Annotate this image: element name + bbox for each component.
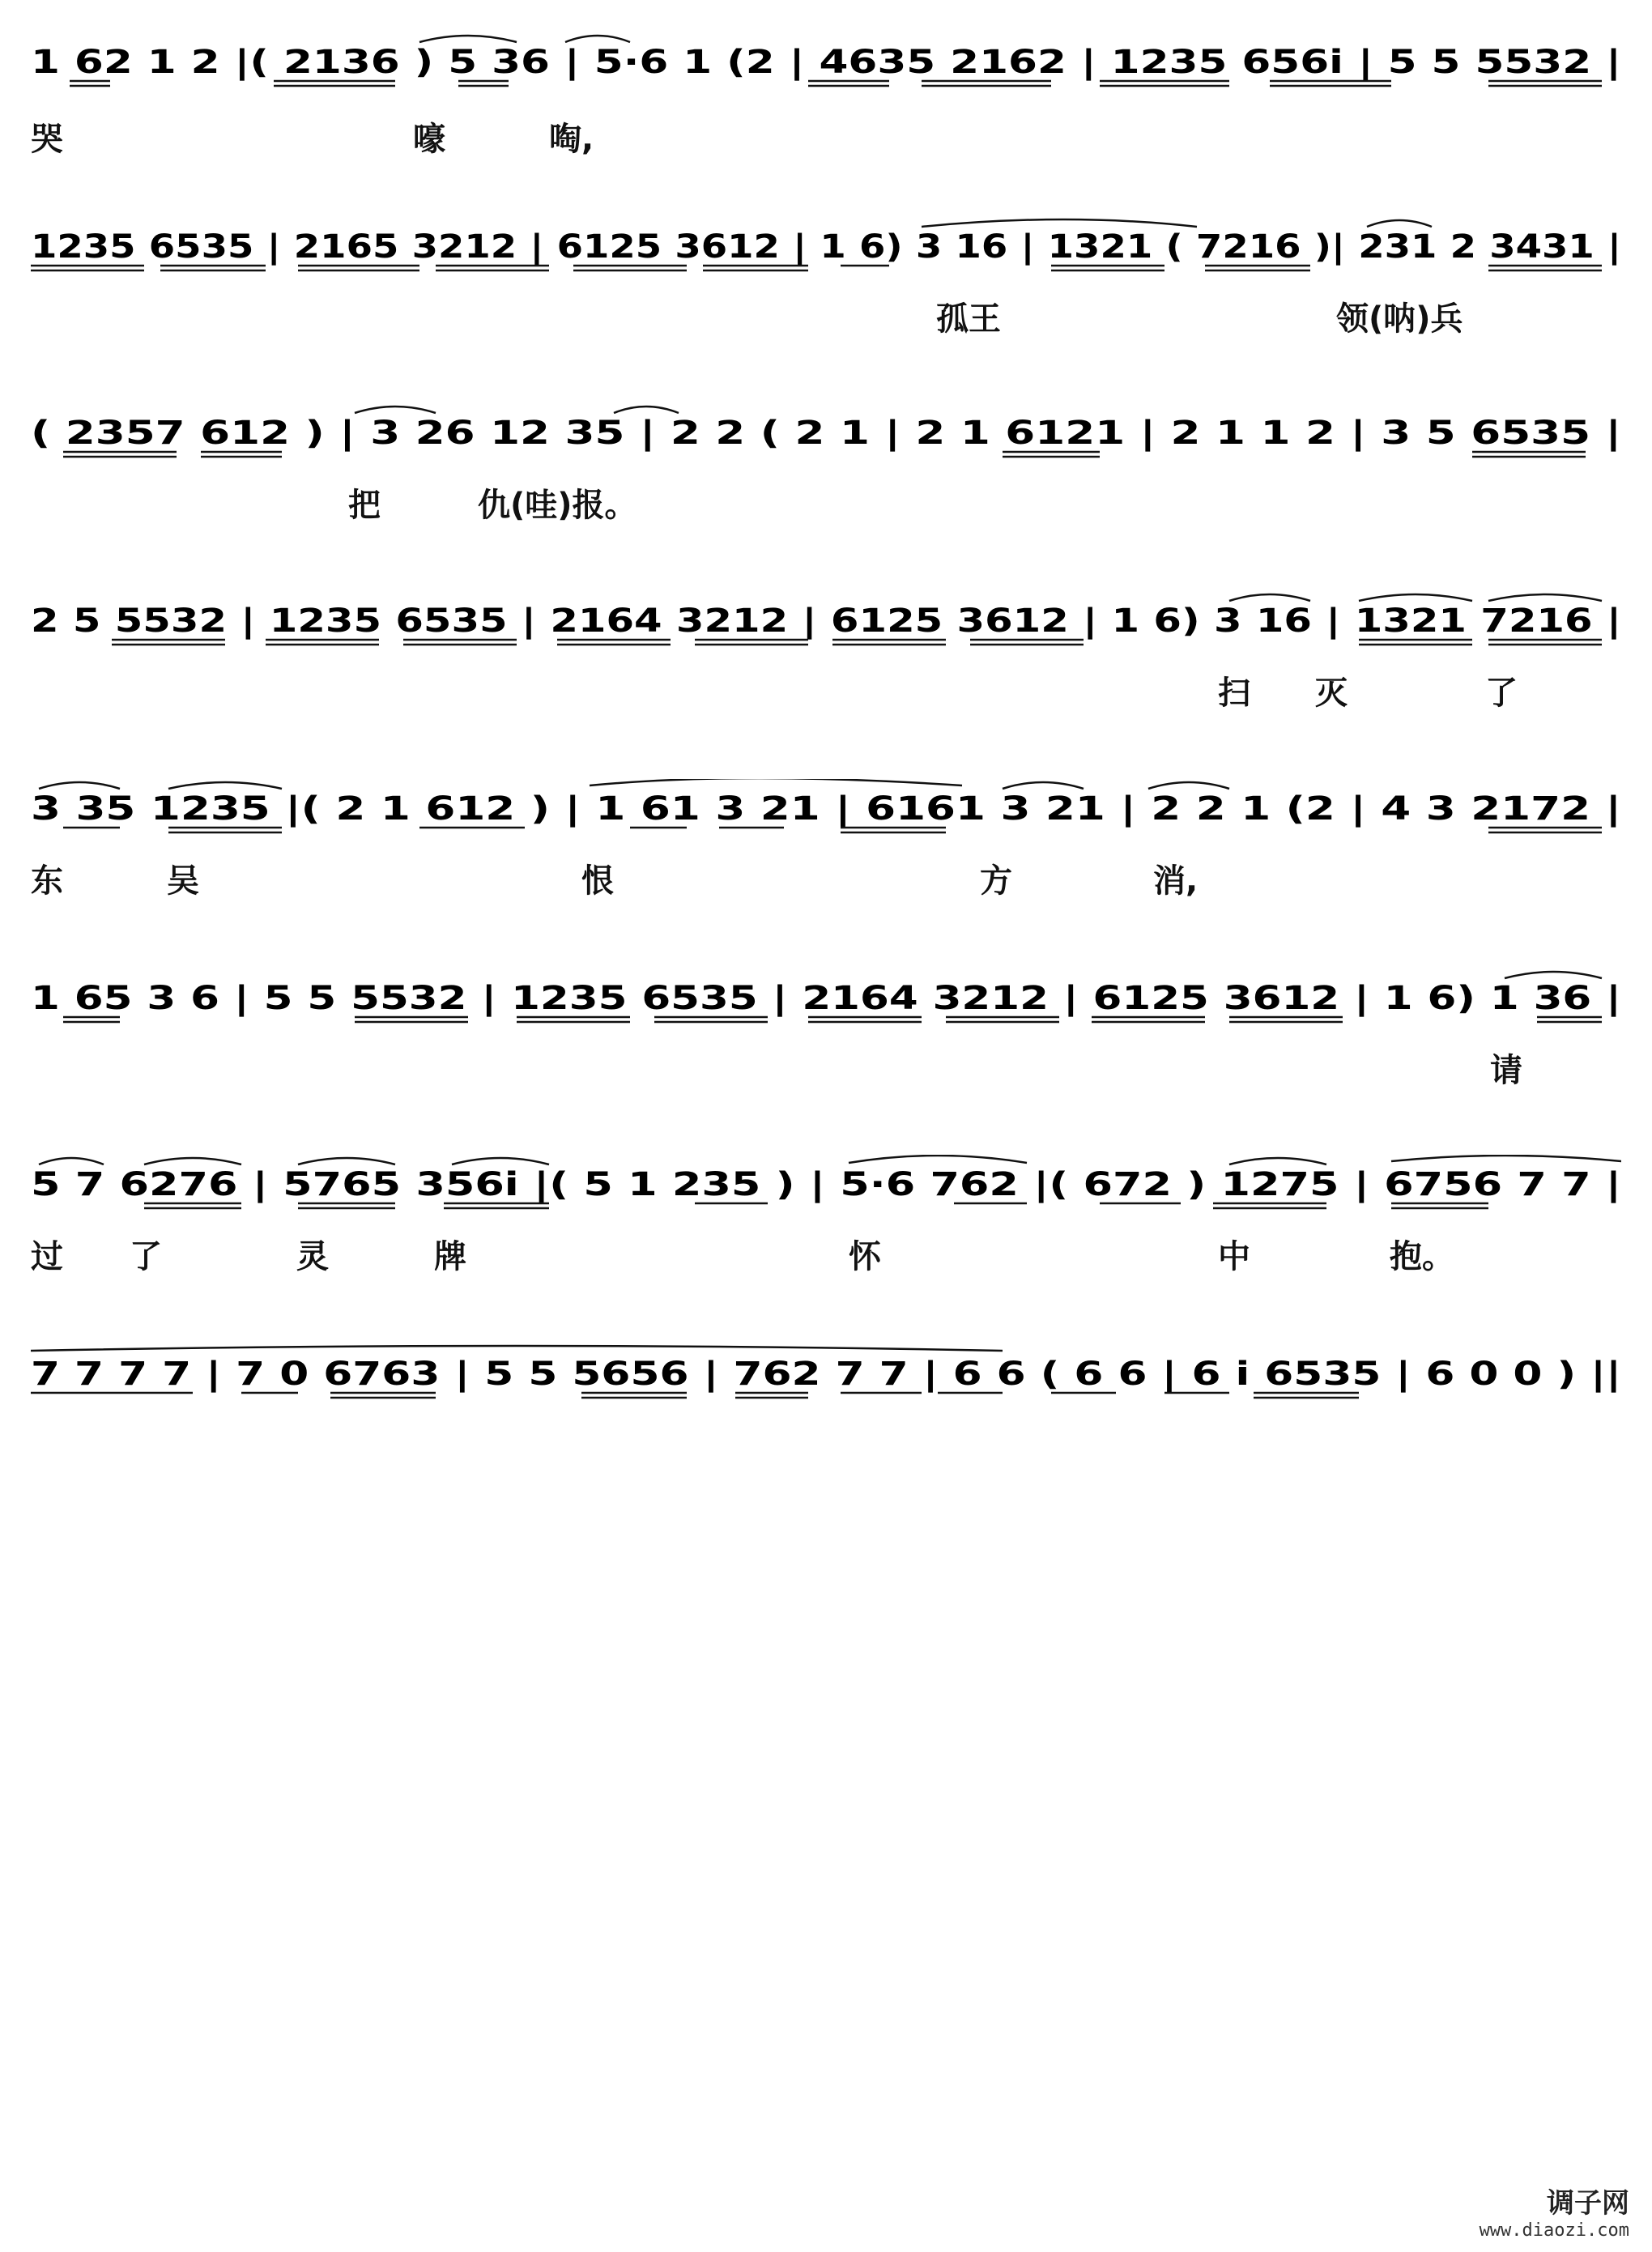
tie-arc xyxy=(355,407,436,413)
lyric-syllable: 扫 xyxy=(1218,675,1250,712)
lyric-syllable: 嚎 xyxy=(413,121,445,158)
tie-arc xyxy=(168,782,282,789)
watermark-url: www.diaozi.com xyxy=(1479,2220,1629,2241)
notation-text: 1 62 1 2 |( 2136 ) 5 36 | 5·6 1 (2 | 4635 2162 | 1235 656i | 5 5 5532 | xyxy=(31,44,1263,81)
tie-arc xyxy=(1367,220,1432,227)
lyric-syllable: 过 xyxy=(31,1238,63,1275)
tie-arc xyxy=(849,1156,1027,1163)
score-system-1 xyxy=(31,32,1621,158)
tie-arc xyxy=(39,782,120,789)
tie-arc xyxy=(590,779,962,785)
lyric-line-7 xyxy=(31,1231,1621,1279)
score-system-8 xyxy=(31,1344,1621,1466)
notation-text: 7 7 7 7 | 7 0 6763 | 5 5 5656 | 762 7 7 | 6 6 ( 6 6 | 6 i 6535 | 6 0 0 ) || xyxy=(31,1356,1260,1393)
tie-arc xyxy=(1391,1156,1621,1161)
underlines xyxy=(63,452,1586,457)
notation-text: 5 7 6276 | 5765 356i |( 5 1 235 ) | 5·6 762 |( 672 ) 1275 | 6756 7 7 | xyxy=(31,1166,1245,1203)
lyric-syllable: 中 xyxy=(1218,1238,1250,1275)
lyric-syllable: 把 xyxy=(348,487,381,524)
score-system-6 xyxy=(31,968,1621,1090)
lyric-syllable: 了 xyxy=(130,1238,162,1275)
lyric-syllable: 孤王 xyxy=(936,300,1001,338)
lyric-line-1 xyxy=(31,113,1621,162)
score-system-3 xyxy=(31,403,1621,525)
lyric-syllable: 吴 xyxy=(167,862,199,900)
underlines xyxy=(63,1017,1602,1022)
tie-arc xyxy=(614,407,679,413)
tie-arc xyxy=(1003,782,1084,789)
underlines xyxy=(31,1393,1359,1398)
lyric-syllable: 仇(哇)报。 xyxy=(478,487,637,524)
underlines xyxy=(63,828,1602,832)
lyric-syllable: 灵 xyxy=(296,1238,329,1275)
tie-arc xyxy=(1359,594,1472,601)
lyric-syllable: 东 xyxy=(31,862,63,900)
tie-arc xyxy=(39,1158,104,1164)
lyric-syllable: 抱。 xyxy=(1390,1238,1454,1275)
tie-arc xyxy=(922,219,1197,227)
tie-arc xyxy=(1229,1158,1326,1164)
lyric-line-5 xyxy=(31,855,1621,904)
lyric-line-3 xyxy=(31,479,1621,528)
tie-arc xyxy=(1505,972,1602,978)
notation-text: 1235 6535 | 2165 3212 | 6125 3612 | 1 6) 3 16 | 1321 ( 7216 )| 231 2 3431 | xyxy=(31,228,1398,266)
score-system-2 xyxy=(31,217,1621,338)
notation-text: 2 5 5532 | 1235 6535 | 2164 3212 | 6125 3612 | 1 6) 3 16 | 1321 7216 | xyxy=(31,602,1312,640)
lyric-syllable: 恨 xyxy=(581,862,614,900)
tie-arc xyxy=(565,36,630,42)
lyric-line-6 xyxy=(31,1045,1621,1093)
underlines xyxy=(70,81,1602,86)
notation-line-8 xyxy=(31,1344,1621,1466)
score-system-7 xyxy=(31,1155,1621,1276)
lyric-syllable: 怀 xyxy=(849,1238,881,1275)
tie-arc xyxy=(1148,782,1229,789)
tie-arc xyxy=(144,1158,241,1164)
lyric-syllable: 了 xyxy=(1485,675,1518,712)
tie-arc xyxy=(419,36,517,42)
notation-text: ( 2357 612 ) | 3 26 12 35 | 2 2 ( 2 1 | 2 1 6121 | 2 1 1 2 | 3 5 6535 | xyxy=(31,415,1228,452)
lyric-syllable: 领(呐)兵 xyxy=(1336,300,1463,338)
lyric-syllable: 哭 xyxy=(31,121,63,158)
lyric-syllable: 消, xyxy=(1153,862,1199,900)
tie-arc xyxy=(452,1158,549,1164)
tie-arc xyxy=(1488,594,1602,601)
notation-text: 3 35 1235 |( 2 1 612 ) | 1 61 3 21 | 6161 3 21 | 2 2 1 (2 | 4 3 2172 | xyxy=(31,790,1228,828)
underlines xyxy=(112,640,1602,645)
underlines xyxy=(31,266,1602,270)
lyric-syllable: 请 xyxy=(1490,1052,1522,1089)
underlines xyxy=(144,1203,1488,1208)
tie-arc xyxy=(1229,594,1310,601)
score-system-4 xyxy=(31,591,1621,713)
lyric-line-2 xyxy=(31,293,1621,342)
lyric-line-4 xyxy=(31,667,1621,716)
tie-arc xyxy=(298,1158,395,1164)
notation-text: 1 65 3 6 | 5 5 5532 | 1235 6535 | 2164 3212 | 6125 3612 | 1 6) 1 36 | xyxy=(31,980,1267,1017)
lyric-syllable: 方 xyxy=(980,862,1012,900)
lyric-syllable: 牌 xyxy=(434,1238,466,1275)
score-system-5 xyxy=(31,779,1621,900)
tie-arc xyxy=(31,1346,1003,1351)
lyric-syllable: 啕, xyxy=(549,121,594,158)
lyric-syllable: 灭 xyxy=(1315,675,1348,712)
watermark-name: 调子网 xyxy=(1547,2187,1629,2220)
watermark xyxy=(1480,2181,1629,2241)
